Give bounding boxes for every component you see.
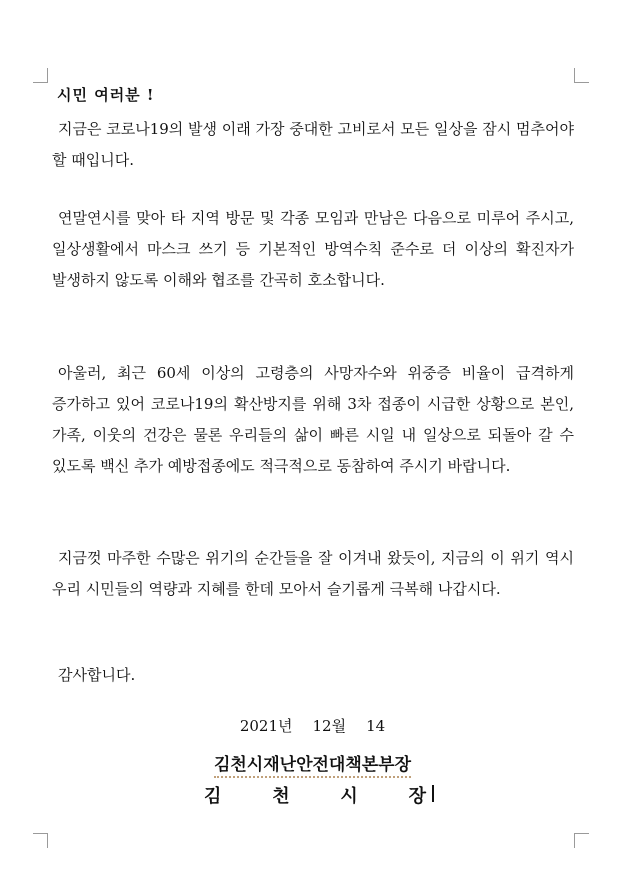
signature-char-4: 장 [408, 786, 426, 807]
crop-mark-bottom-left [33, 833, 48, 848]
crop-mark-top-left [33, 68, 48, 83]
letter-date [0, 715, 625, 736]
text-cursor [432, 785, 434, 802]
crop-mark-bottom-right [574, 833, 589, 848]
paragraph-5-closing: 감사합니다. [58, 666, 136, 684]
organization-line [0, 750, 625, 775]
signature-char-4-wrap [409, 782, 434, 808]
signature-char-1: 김 [204, 786, 222, 807]
date-year: 2021년 [239, 717, 293, 735]
organization-name: 김천시재난안전대책본부장 [214, 755, 411, 778]
date-month: 12월 [312, 717, 347, 735]
date-day: 14 [366, 717, 386, 735]
signature-line [204, 782, 434, 808]
signature-char-3: 시 [340, 786, 358, 807]
letter-greeting: 시민 여러분 ! [57, 86, 155, 104]
signature-char-2: 천 [272, 786, 290, 807]
paragraph-1: 지금은 코로나19의 발생 이래 가장 중대한 고비로서 모든 일상을 잠시 멈추어야 할 때입니다. [52, 120, 574, 169]
paragraph-3: 아울러, 최근 60세 이상의 고령층의 사망자수와 위중증 비율이 급격하게 증가하고 있어 코로나19의 확산방지를 위해 3차 접종이 시급한 상황으로 본인, 가족, 이웃의 건강은 물론 우리들의 삶이 빠른 시일 내 일상으로 되돌아 갈 수 있도록 백신 추가 예방접종에도 적극적으로 동참하여 주시기 바랍니다. [52, 364, 574, 475]
paragraph-2: 연말연시를 맞아 타 지역 방문 및 각종 모임과 만남은 다음으로 미루어 주시고, 일상생활에서 마스크 쓰기 등 기본적인 방역수칙 준수로 더 이상의 확진자가 발생하지 않도록 이해와 협조를 간곡히 호소합니다. [52, 209, 574, 289]
crop-mark-top-right [574, 68, 589, 83]
paragraph-4: 지금껏 마주한 수많은 위기의 순간들을 잘 이겨내 왔듯이, 지금의 이 위기 역시 우리 시민들의 역량과 지혜를 한데 모아서 슬기롭게 극복해 나갑시다. [52, 549, 574, 598]
